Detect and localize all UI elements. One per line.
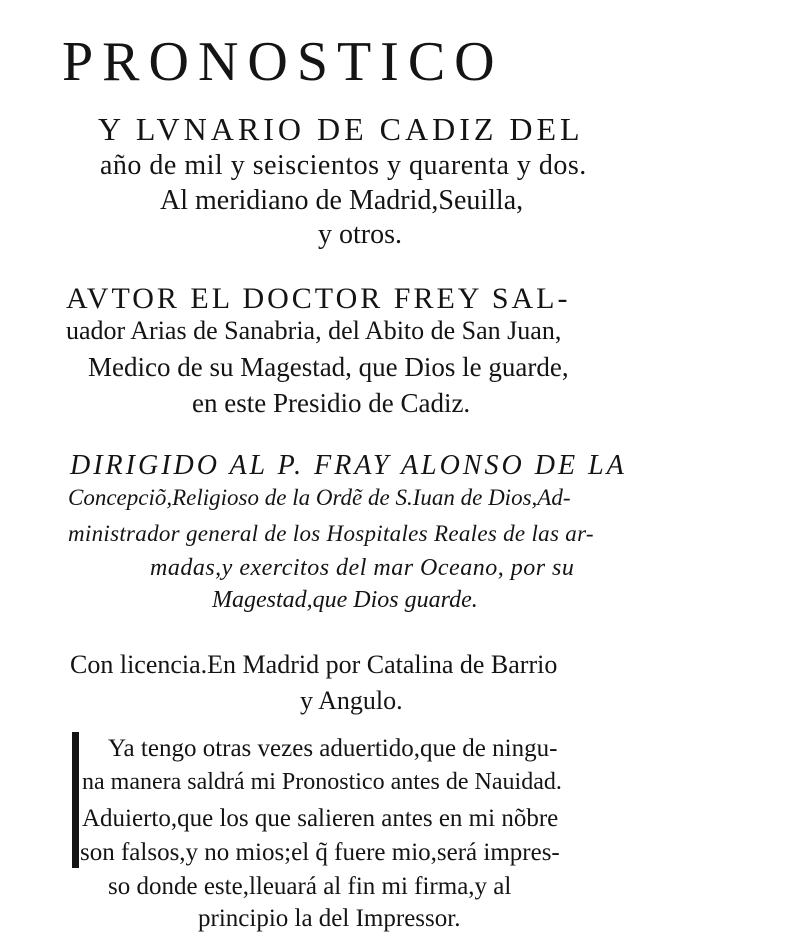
- dedication-line-2: Concepciõ,Religioso de la Ordẽ de S.Iuan de Dios,Ad-: [68, 485, 571, 510]
- subtitle-line-1: Y LVNARIO DE CADIZ DEL: [98, 111, 584, 147]
- notice-line-6: principio la del Impressor.: [198, 905, 461, 932]
- author-line-3: Medico de su Magestad, que Dios le guarde,: [88, 352, 569, 382]
- subtitle-line-2: año de mil y seiscientos y quarenta y dos.: [100, 150, 587, 181]
- notice-line-5: so donde este,lleuará al fin mi firma,y al: [108, 873, 512, 900]
- dedication-line-1: DIRIGIDO AL P. FRAY ALONSO DE LA: [70, 450, 627, 481]
- author-line-2: uador Arias de Sanabria, del Abito de San Juan,: [66, 316, 562, 345]
- notice-line-1: Ya tengo otras vezes aduertido,que de ningu-: [108, 735, 558, 762]
- notice-margin-bar: [72, 732, 79, 868]
- license-line-2: y Angulo.: [300, 686, 403, 715]
- subtitle-line-4: y otros.: [318, 219, 402, 250]
- author-line-1: AVTOR EL DOCTOR FREY SAL-: [66, 282, 571, 315]
- subtitle-line-3: Al meridiano de Madrid,Seuilla,: [160, 185, 524, 216]
- dedication-line-5: Magestad,que Dios guarde.: [212, 587, 478, 613]
- author-line-4: en este Presidio de Cadiz.: [192, 388, 471, 418]
- dedication-line-3: ministrador general de los Hospitales Reales de las ar-: [68, 521, 594, 546]
- license-line-1: Con licencia.En Madrid por Catalina de Barrio: [70, 650, 558, 679]
- notice-line-2: na manera saldrá mi Pronostico antes de Nauidad.: [82, 769, 562, 795]
- notice-line-3: Aduierto,que los que salieren antes en mi nõbre: [82, 805, 559, 832]
- notice-line-4: son falsos,y no mios;el q̃ fuere mio,será impres-: [80, 839, 560, 866]
- dedication-line-4: madas,y exercitos del mar Oceano, por su: [150, 555, 575, 581]
- page-title: PRONOSTICO: [62, 31, 504, 93]
